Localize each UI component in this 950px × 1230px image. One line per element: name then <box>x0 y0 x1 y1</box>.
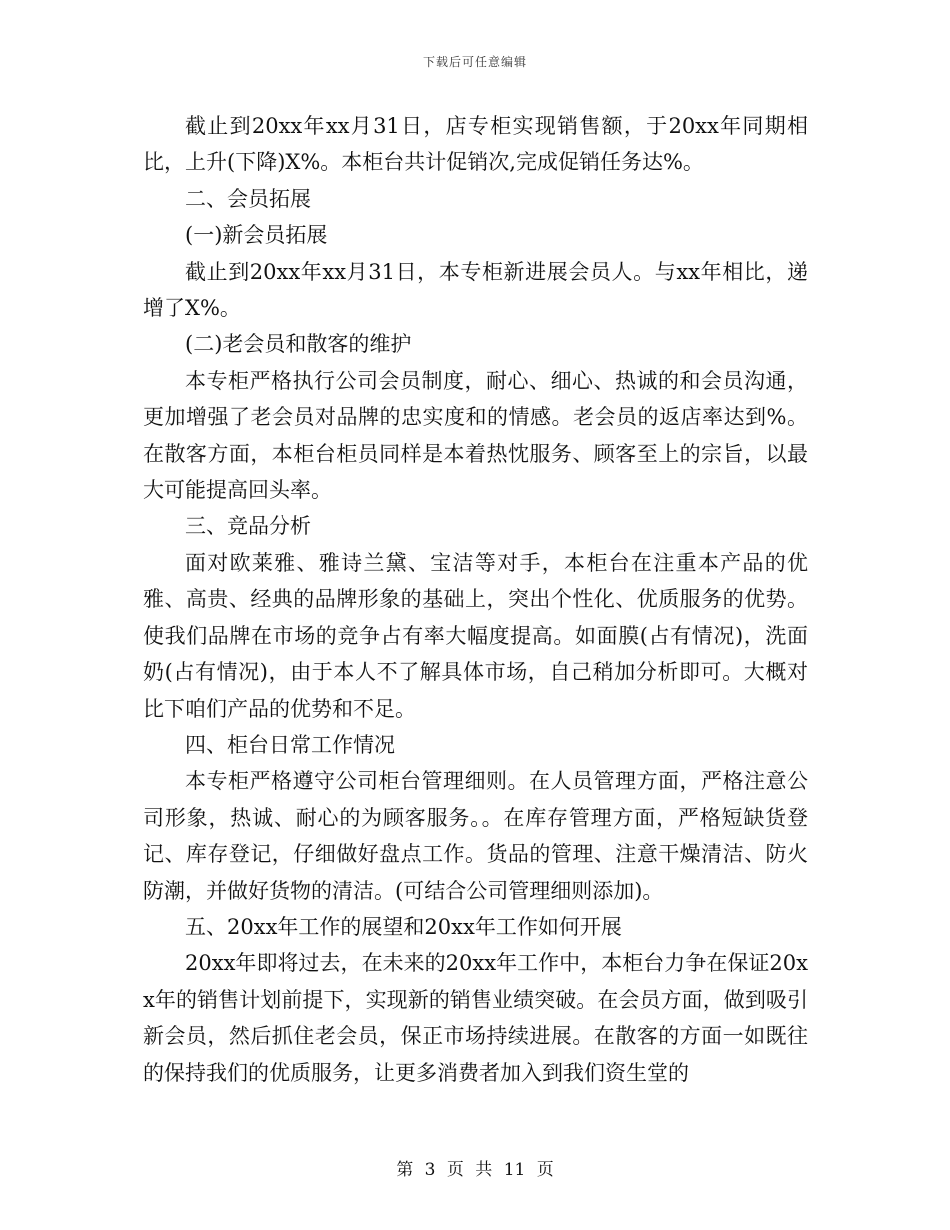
subheading-old-members: (二)老会员和散客的维护 <box>185 332 412 357</box>
page-header-note: 下载后可任意编辑 <box>422 55 527 69</box>
heading-competitor-analysis: 三、竞品分析 <box>185 514 311 539</box>
paragraph-sales-summary: 截止到20xx年xx月31日，店专柜实现销售额，于20xx年同期相比，上升(下降)X%。本柜台共计促销次,完成促销任务达%。 <box>143 114 808 175</box>
paragraph-competitor-analysis: 面对欧莱雅、雅诗兰黛、宝洁等对手，本柜台在注重本产品的优雅、高贵、经典的品牌形象的基础上，突出个性化、优质服务的优势。使我们品牌在市场的竞争占有率大幅度提高。如面膜(占有情况)，洗面奶(占有情况)，由于本人不了解具体市场，自己稍加分析即可。大概对比下咱们产品的优势和不足。 <box>143 550 808 721</box>
heading-daily-work: 四、柜台日常工作情况 <box>185 732 395 757</box>
paragraph-daily-work: 本专柜严格遵守公司柜台管理细则。在人员管理方面，严格注意公司形象，热诚、耐心的为顾客服务。。在库存管理方面，严格短缺货登记、库存登记，仔细做好盘点工作。货品的管理、注意干燥清洁、防火防潮，并做好货物的清洁。(可结合公司管理细则添加)。 <box>143 769 808 903</box>
heading-member-expansion: 二、会员拓展 <box>185 186 311 211</box>
paragraph-new-members: 截止到20xx年xx月31日，本专柜新进展会员人。与xx年相比，递增了X%。 <box>143 259 808 321</box>
subheading-new-members: (一)新会员拓展 <box>185 223 328 248</box>
heading-outlook: 五、20xx年工作的展望和20xx年工作如何开展 <box>185 914 622 939</box>
page-number: 第 3 页 共 11 页 <box>396 1160 554 1180</box>
document-body <box>143 108 808 1091</box>
paragraph-outlook: 20xx年即将过去，在未来的20xx年工作中，本柜台力争在保证20xx年的销售计划前提下，实现新的销售业绩突破。在会员方面，做到吸引新会员，然后抓住老会员，保正市场持续进展。在散客的方面一如既往的保持我们的优质服务，让更多消费者加入到我们资生堂的 <box>143 951 808 1085</box>
paragraph-old-members: 本专柜严格执行公司会员制度，耐心、细心、热诚的和会员沟通，更加增强了老会员对品牌的忠实度和的情感。老会员的返店率达到%。在散客方面，本柜台柜员同样是本着热忱服务、顾客至上的宗旨，以最大可能提高回头率。 <box>143 368 808 503</box>
